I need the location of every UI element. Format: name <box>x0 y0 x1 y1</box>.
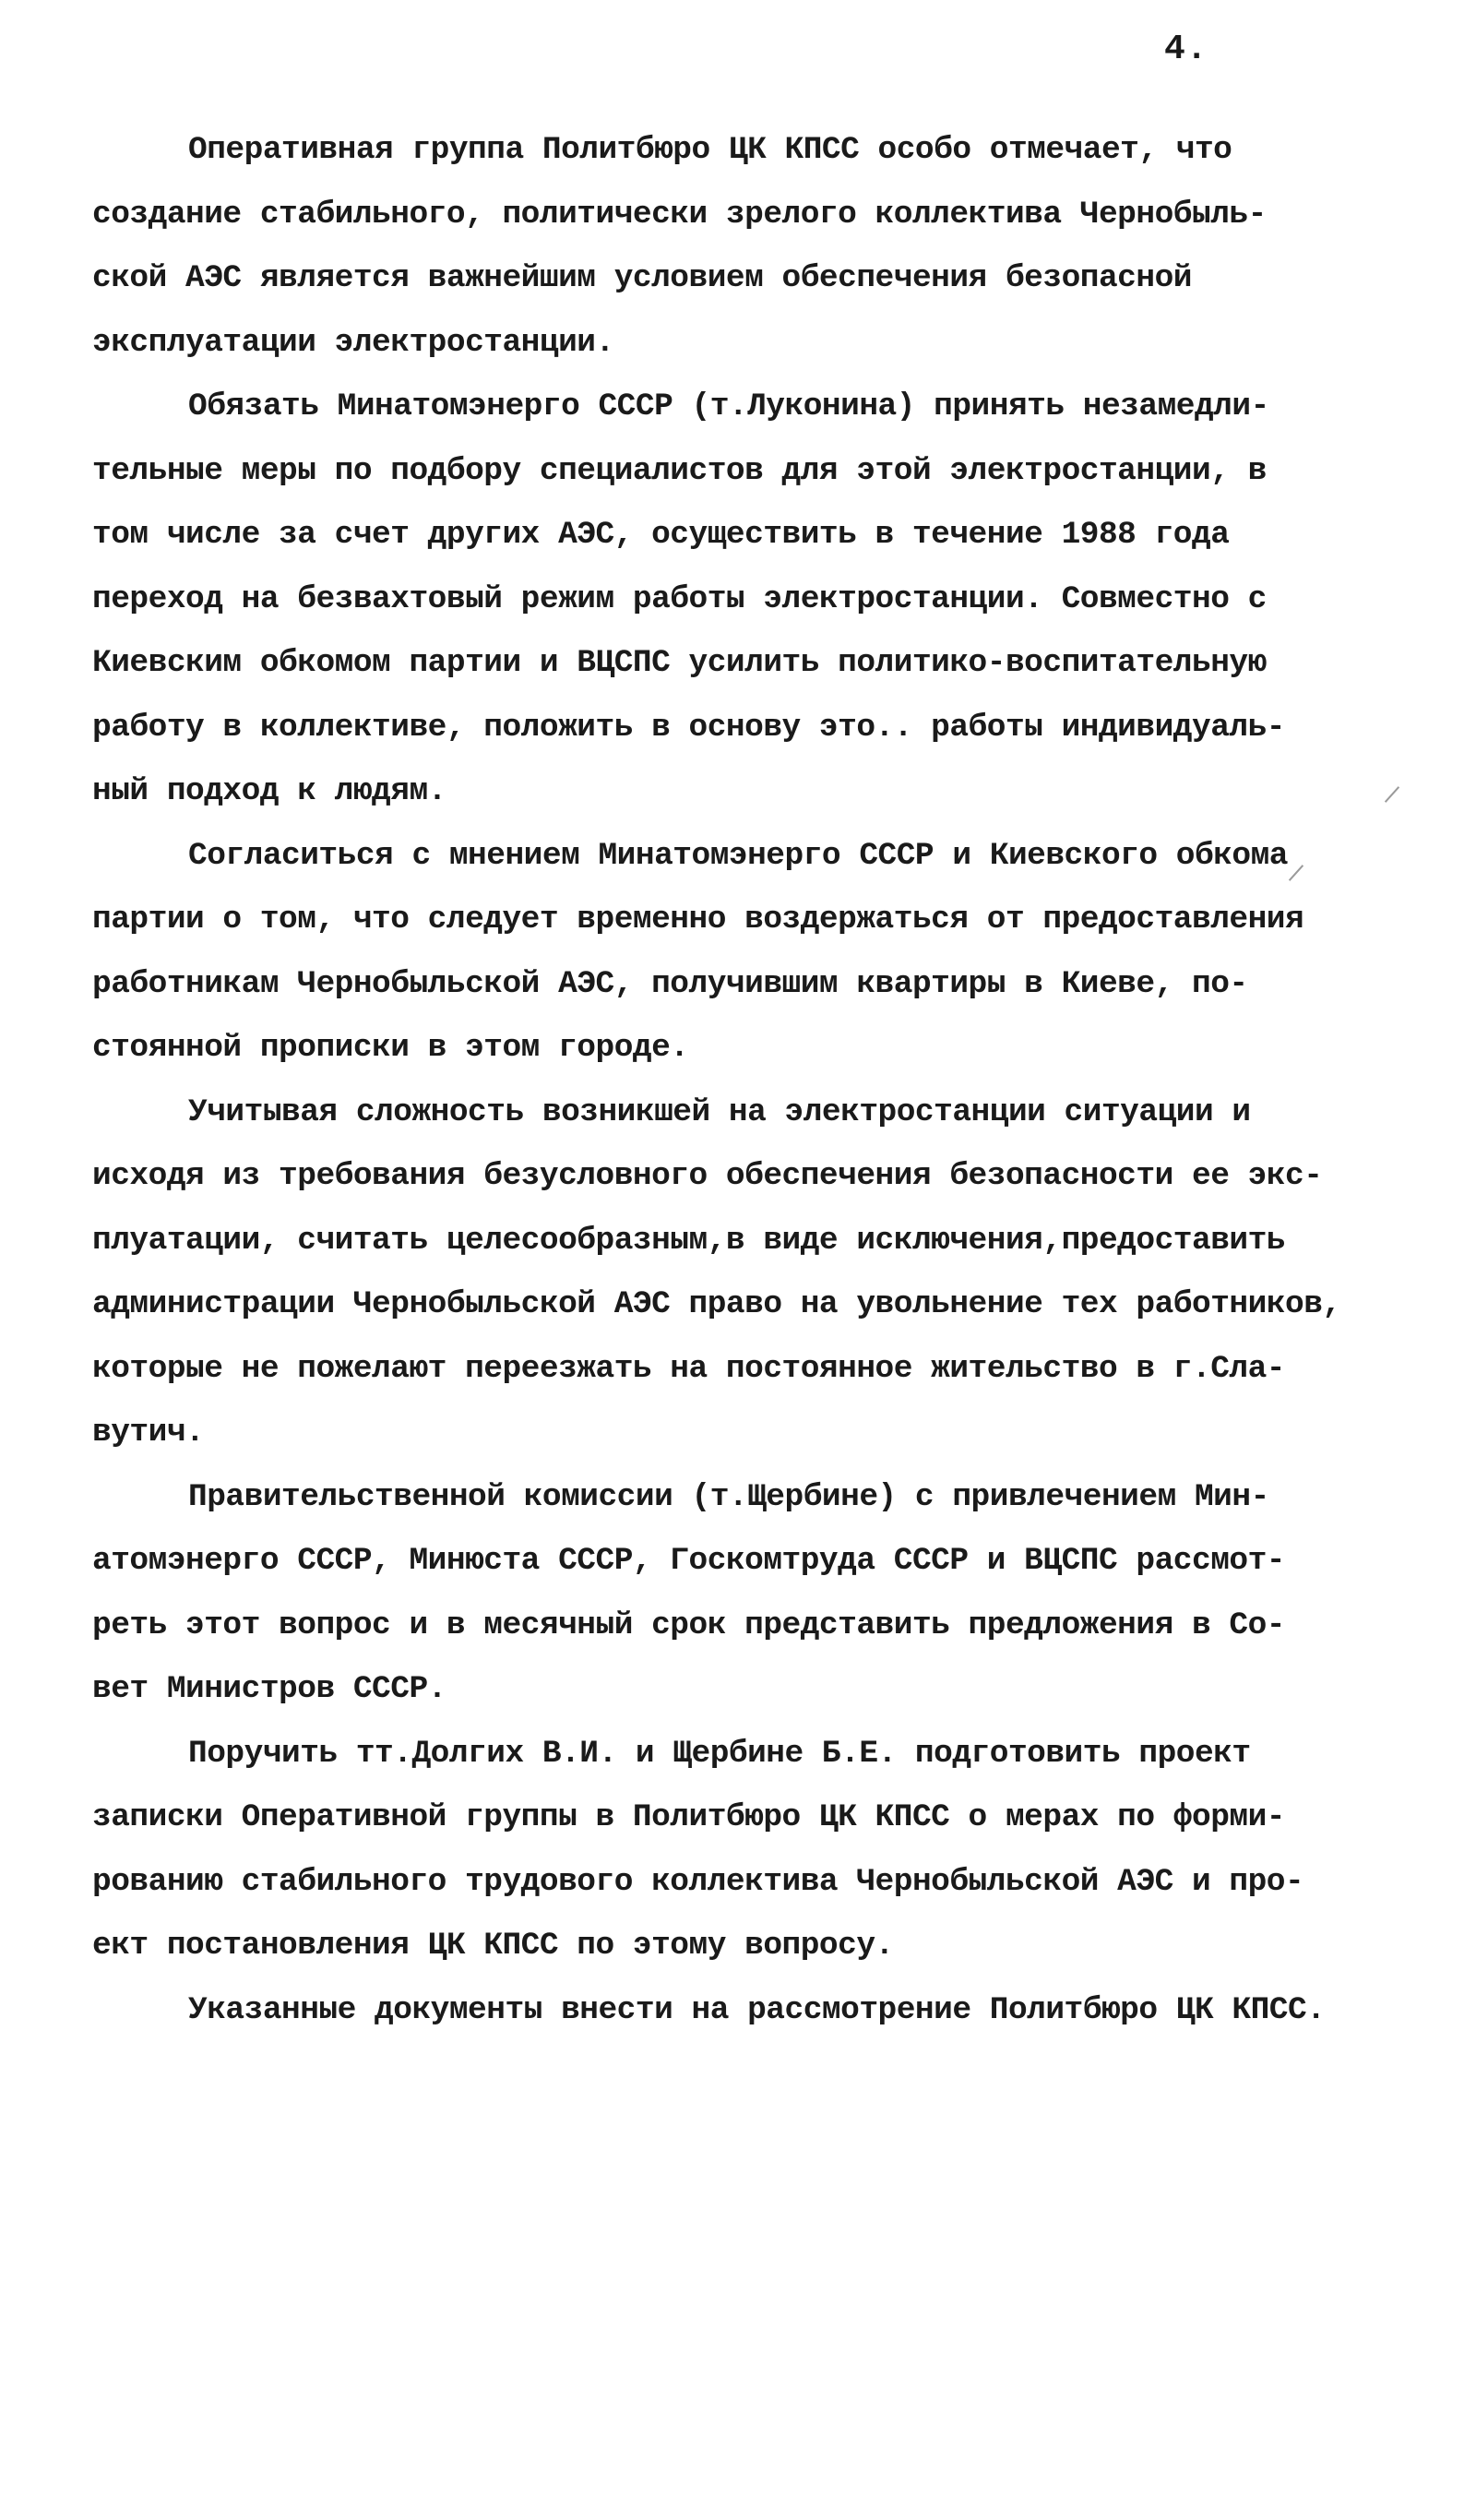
text-line: вет Министров СССР. <box>92 1671 446 1707</box>
text-line: Обязать Минатомэнерго СССР (т.Луконина) принять незамедли- <box>188 388 1269 424</box>
text-line: записки Оперативной группы в Политбюро ЦК КПСС о мерах по форми- <box>92 1799 1286 1835</box>
text-line: Правительственной комиссии (т.Щербине) с привлечением Мин- <box>188 1478 1269 1515</box>
text-line: реть этот вопрос и в месячный срок представить предложения в Со- <box>92 1606 1286 1643</box>
text-line: работникам Чернобыльской АЭС, получившим квартиры в Киеве, по- <box>92 965 1248 1002</box>
paragraph-working-group-notes <box>92 118 1402 375</box>
paragraph-agree-kiev-registration <box>92 824 1402 1081</box>
text-line: Согласиться с мнением Минатомэнерго СССР и Киевского обкома <box>188 837 1288 874</box>
text-line: Оперативная группа Политбюро ЦК КПСС особо отмечает, что <box>188 132 1232 168</box>
text-line: Учитывая сложность возникшей на электростанции ситуации и <box>188 1093 1251 1130</box>
text-line: Киевским обкомом партии и ВЦСПС усилить политико-воспитательную <box>92 645 1267 681</box>
text-line: партии о том, что следует временно воздержаться от предоставления <box>92 902 1304 938</box>
paragraph-instruct-dolgikh-shcherbina <box>92 1722 1402 1978</box>
text-line: работу в коллективе, положить в основу это.. работы индивидуаль- <box>92 709 1286 746</box>
text-line: ный подход к людям. <box>92 773 446 809</box>
text-line: исходя из требования безусловного обеспечения безопасности ее экс- <box>92 1158 1323 1194</box>
text-line: Указанные документы внести на рассмотрение Политбюро ЦК КПСС. <box>188 1991 1326 2028</box>
text-line: тельные меры по подбору специалистов для этой электростанции, в <box>92 452 1267 489</box>
text-line: том числе за счет других АЭС, осуществить в течение 1988 года <box>92 517 1230 553</box>
paragraph-government-commission <box>92 1465 1402 1722</box>
text-line: вутич. <box>92 1415 205 1451</box>
text-line: эксплуатации электростанции. <box>92 324 614 361</box>
text-line: плуатации, считать целесообразным,в виде исключения,предоставить <box>92 1222 1286 1259</box>
text-line: ской АЭС является важнейшим условием обеспечения безопасной <box>92 260 1192 296</box>
text-line: ект постановления ЦК КПСС по этому вопросу. <box>92 1928 894 1964</box>
text-line: Поручить тт.Долгих В.И. и Щербине Б.Е. подготовить проект <box>188 1735 1251 1772</box>
page-number: 4. <box>1164 30 1208 69</box>
text-line: стоянной прописки в этом городе. <box>92 1030 689 1066</box>
text-line: атомэнерго СССР, Минюста СССР, Госкомтруда СССР и ВЦСПС рассмот- <box>92 1543 1286 1579</box>
paragraph-oblige-minatomenergo <box>92 375 1402 824</box>
text-line: создание стабильного, политически зрелого коллектива Чернобыль- <box>92 196 1267 233</box>
paragraph-dismissal-right <box>92 1081 1402 1465</box>
text-line: администрации Чернобыльской АЭС право на увольнение тех работников, <box>92 1286 1341 1322</box>
text-line: рованию стабильного трудового коллектива Чернобыльской АЭС и про- <box>92 1863 1304 1900</box>
text-line: переход на безвахтовый режим работы электростанции. Совместно с <box>92 580 1267 617</box>
text-line: которые не пожелают переезжать на постоянное жительство в г.Сла- <box>92 1350 1286 1387</box>
paragraph-submit-documents <box>92 1978 1402 2043</box>
document-body <box>92 118 1402 2042</box>
